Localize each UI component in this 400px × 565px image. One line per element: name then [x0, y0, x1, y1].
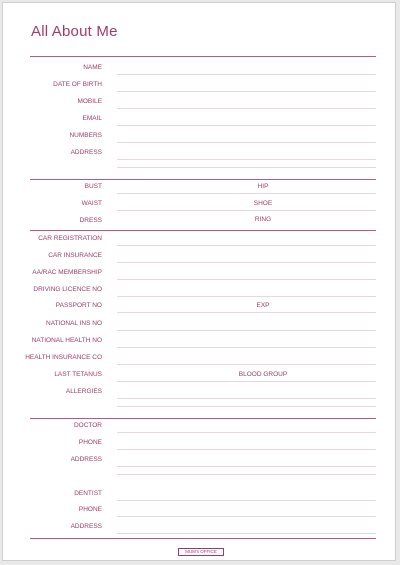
label-last-tetanus: LAST TETANUS	[54, 371, 102, 378]
field-address[interactable]	[117, 159, 376, 160]
label-bust: BUST	[84, 183, 102, 190]
label-national-ins: NATIONAL INS NO	[46, 320, 102, 327]
field-allergies[interactable]	[117, 398, 376, 399]
field-dentist-address[interactable]	[117, 533, 376, 534]
label-allergies: ALLERGIES	[65, 388, 102, 395]
section-rule	[30, 230, 376, 231]
label-blood-group: BLOOD GROUP	[238, 371, 288, 378]
field-car-registration[interactable]	[117, 245, 376, 246]
label-waist: WAIST	[81, 200, 102, 207]
field-numbers[interactable]	[117, 142, 376, 143]
field-waist-shoe[interactable]	[117, 210, 376, 211]
field-national-health[interactable]	[117, 347, 376, 348]
section-rule	[30, 56, 376, 57]
form-page	[2, 2, 396, 561]
field-tetanus-blood[interactable]	[117, 381, 376, 382]
section-rule	[30, 179, 376, 180]
section-rule	[30, 538, 376, 539]
label-passport: PASSPORT NO	[55, 302, 102, 309]
brand-logo: MUM's OFFICE	[178, 548, 224, 556]
label-dentist-phone: PHONE	[78, 506, 102, 513]
label-dentist: DENTIST	[74, 490, 102, 497]
label-name: NAME	[83, 64, 102, 71]
label-dentist-address: ADDRESS	[70, 523, 102, 530]
field-doctor-address-extra[interactable]	[117, 474, 376, 475]
field-passport[interactable]	[117, 312, 376, 313]
label-address: ADDRESS	[70, 149, 102, 156]
field-doctor-phone[interactable]	[117, 449, 376, 450]
field-national-ins[interactable]	[117, 330, 376, 331]
field-allergies-extra[interactable]	[117, 406, 376, 407]
label-health-insurance: HEALTH INSURANCE CO	[25, 354, 102, 361]
field-name[interactable]	[117, 74, 376, 75]
page-title: All About Me	[31, 23, 118, 40]
field-car-insurance[interactable]	[117, 262, 376, 263]
label-numbers: NUMBERS	[69, 132, 102, 139]
label-hip: HIP	[257, 183, 269, 190]
field-dentist-phone[interactable]	[117, 516, 376, 517]
section-rule	[30, 418, 376, 419]
field-email[interactable]	[117, 125, 376, 126]
field-date-of-birth[interactable]	[117, 91, 376, 92]
field-health-insurance[interactable]	[117, 364, 376, 365]
field-mobile[interactable]	[117, 108, 376, 109]
label-aa-rac-membership: AA/RAC MEMBERSHIP	[32, 269, 102, 276]
field-address-extra[interactable]	[117, 167, 376, 168]
label-doctor-phone: PHONE	[78, 439, 102, 446]
field-doctor-address[interactable]	[117, 466, 376, 467]
label-car-insurance: CAR INSURANCE	[48, 252, 102, 259]
label-car-registration: CAR REGISTRATION	[38, 235, 102, 242]
label-doctor-address: ADDRESS	[70, 456, 102, 463]
label-national-health: NATIONAL HEALTH NO	[31, 337, 102, 344]
label-dress: DRESS	[79, 217, 102, 224]
field-bust-hip[interactable]	[117, 193, 376, 194]
label-date-of-birth: DATE OF BIRTH	[53, 81, 102, 88]
field-driving-licence[interactable]	[117, 296, 376, 297]
field-aa-rac-membership[interactable]	[117, 279, 376, 280]
label-ring: RING	[254, 216, 272, 223]
label-driving-licence: DRIVING LICENCE NO	[33, 286, 102, 293]
field-doctor[interactable]	[117, 432, 376, 433]
label-shoe: SHOE	[253, 200, 273, 207]
label-email: EMAIL	[82, 115, 102, 122]
field-dentist[interactable]	[117, 500, 376, 501]
label-passport-exp: EXP	[256, 302, 270, 309]
label-mobile: MOBILE	[77, 98, 102, 105]
label-doctor: DOCTOR	[73, 422, 102, 429]
